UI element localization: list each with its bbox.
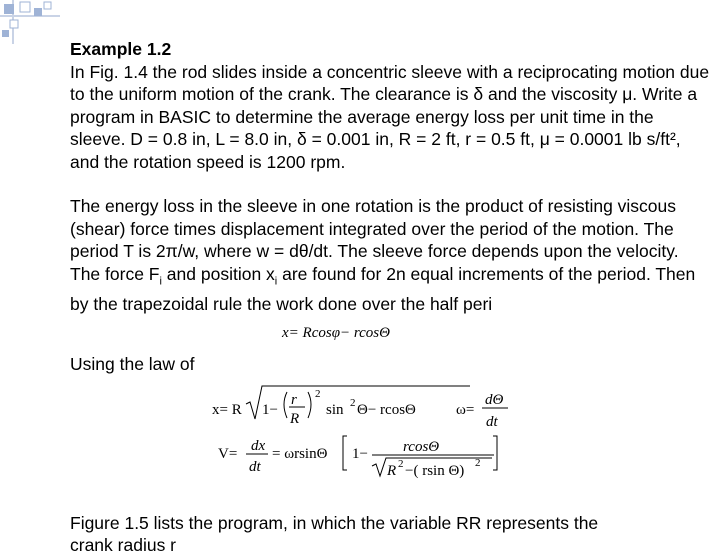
eq-v-R-exp: 2: [398, 458, 404, 470]
paragraph-1: In Fig. 1.4 the rod slides inside a concentric sleeve with a reciprocating motion due to the uniform motion of the crank. The clearance is δ and the viscosity μ. Write a program in BASIC to determine the average energy loss per unit time in the sleeve. D = 0.8 in, L = 8.0 in, δ = 0.001 in, R = 2 ft, r = 0.5 ft, μ = 0.0001 lb s/ft², and the rotation speed is 1200 rpm.: [70, 61, 710, 172]
eq-v-R: R: [387, 463, 397, 479]
eq-x-lhs: x= R: [212, 402, 242, 418]
eq-v-num2: rcosΘ: [403, 439, 440, 455]
eq-v-den: dt: [249, 459, 261, 475]
paragraph-3: Using the law of: [70, 354, 195, 374]
position-equation-overlay: x= Rcosφ− rcosΘ: [278, 325, 394, 342]
bottom-line-1: Figure 1.5 lists the program, in which the variable RR represents the: [70, 513, 599, 533]
eq-x-tail: Θ− rcosΘ: [357, 402, 416, 418]
eq-x-R: R: [290, 411, 300, 427]
eq-x-sin-exp: 2: [350, 397, 356, 409]
eq-x-r: r: [291, 392, 297, 408]
eq-v-paren: −( rsin Θ): [405, 463, 465, 479]
eq-v-lhs: V=: [218, 446, 238, 462]
eq-w-den: dt: [486, 414, 498, 430]
subscript-i: i: [159, 275, 162, 287]
example-title: Example 1.2: [70, 39, 172, 59]
eq-x-exp: 2: [315, 388, 321, 400]
eq-x-sin: sin: [326, 402, 344, 418]
eq-w-lhs: ω=: [456, 402, 475, 418]
paragraph-2-part-a: The energy loss in the sleeve in one rotation is the product of resisting viscous (shear) force times displacement integrated over the period of the motion. The period T is 2π/w, where w = dθ/dt. The sleeve force depends upon the velocity. The force F: [70, 196, 679, 284]
eq-w-num: dΘ: [485, 392, 504, 408]
eq-v-paren-exp: 2: [475, 457, 481, 469]
eq-v-mid: = ωrsinΘ: [272, 446, 328, 462]
paragraph-2-part-c: are found for 2n equal increments of the period. Then by the trapezoidal rule the work done over the half peri: [70, 263, 696, 314]
bottom-paragraph: [70, 512, 710, 556]
eq-v-one: 1−: [352, 446, 368, 462]
subscript-i-2: i: [274, 275, 278, 287]
paragraph-2-part-b: and position x: [161, 263, 275, 284]
bottom-line-2: crank radius r: [70, 535, 177, 555]
eq-x-one: 1−: [262, 402, 278, 418]
eq-v-num: dx: [251, 438, 266, 454]
